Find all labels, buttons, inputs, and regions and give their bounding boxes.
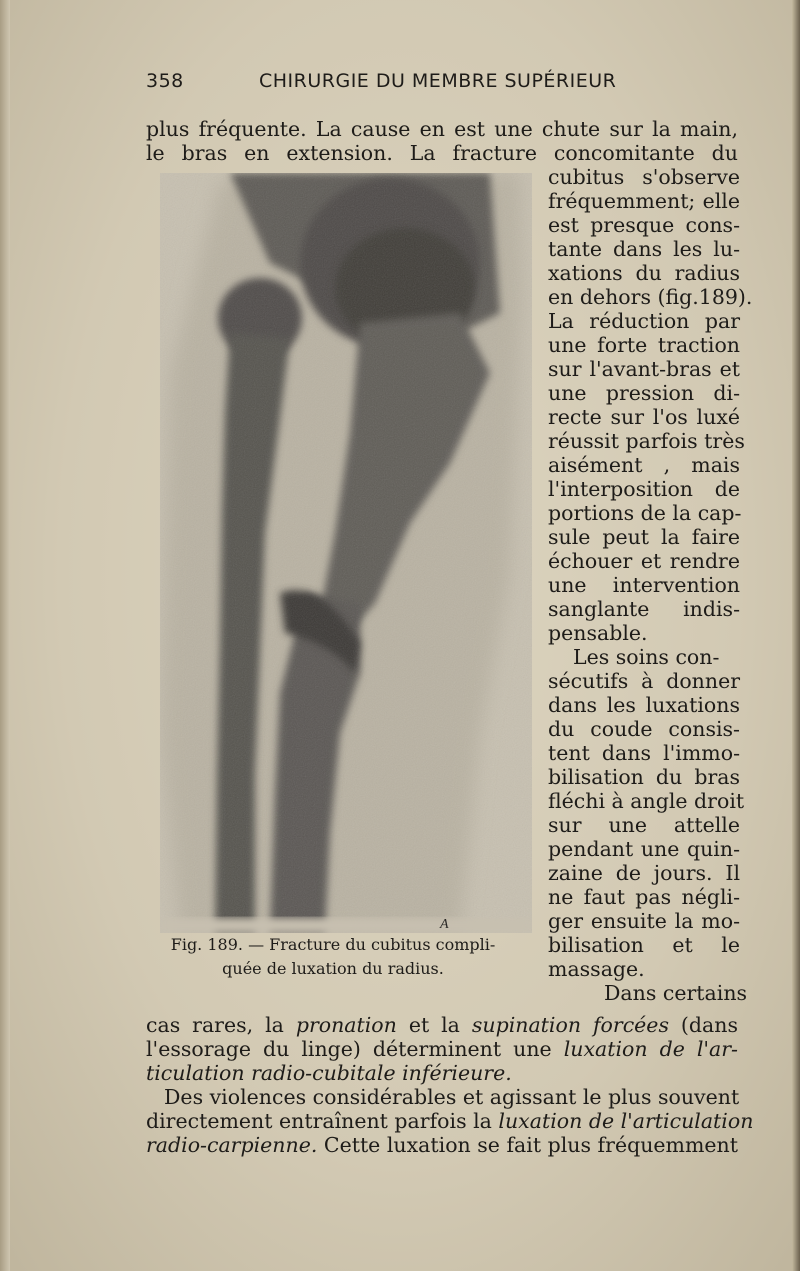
- column-line: une forte traction: [548, 333, 740, 357]
- column-line: bilisation du bras: [548, 765, 740, 789]
- column-line: du coude consis-: [548, 717, 740, 741]
- column-line: La réduction par: [548, 309, 740, 333]
- xray-figure: [160, 173, 532, 933]
- running-title: CHIRURGIE DU MEMBRE SUPÉRIEUR: [259, 70, 617, 92]
- column-line: tent dans l'immo-: [548, 741, 740, 765]
- column-line: recte sur l'os luxé: [548, 405, 740, 429]
- column-line: échouer et rendre: [548, 549, 740, 573]
- column-line: tante dans les lu-: [548, 237, 740, 261]
- column-line: réussit parfois très: [548, 429, 745, 453]
- column-line: cubitus s'observe: [548, 165, 740, 189]
- column-line: pendant une quin-: [548, 837, 740, 861]
- column-line: dans les luxations: [548, 693, 740, 717]
- figure-caption-line1: Fig. 189. — Fracture du cubitus compli-: [170, 935, 496, 954]
- page-number: 358: [146, 70, 184, 92]
- column-line: l'interposition de: [548, 477, 740, 501]
- figure-letter: A: [440, 917, 449, 932]
- column-line: Dans certains: [604, 981, 748, 1005]
- top-line: le bras en extension. La fracture concomitante du: [146, 141, 738, 165]
- column-line: une intervention: [548, 573, 740, 597]
- column-line: en dehors (fig.189).: [548, 285, 753, 309]
- column-line: ger ensuite la mo-: [548, 909, 740, 933]
- column-line: aisément , mais: [548, 453, 740, 477]
- column-line: xations du radius: [548, 261, 740, 285]
- column-line: pensable.: [548, 621, 648, 645]
- figure-caption-line2: quée de luxation du radius.: [222, 959, 444, 978]
- column-line: fréquemment; elle: [548, 189, 740, 213]
- top-line: plus fréquente. La cause en est une chute sur la main,: [146, 117, 738, 141]
- column-line: Les soins con-: [573, 645, 720, 669]
- bottom-line-5: directement entraînent parfois la luxation de l'articulation: [146, 1109, 754, 1133]
- column-line: une pression di-: [548, 381, 740, 405]
- column-line: zaine de jours. Il: [548, 861, 740, 885]
- column-line: sécutifs à donner: [548, 669, 740, 693]
- column-line: massage.: [548, 957, 645, 981]
- page-edge-left: [0, 0, 10, 1271]
- column-line: fléchi à angle droit: [548, 789, 745, 813]
- column-line: ne faut pas négli-: [548, 885, 740, 909]
- column-line: sur une attelle: [548, 813, 740, 837]
- bottom-line-4: Des violences considérables et agissant le plus souvent: [164, 1085, 740, 1109]
- column-line: sur l'avant-bras et: [548, 357, 740, 381]
- column-line: est presque cons-: [548, 213, 740, 237]
- column-line: sule peut la faire: [548, 525, 740, 549]
- bottom-line-2: l'essorage du linge) déterminent une luxation de l'ar-: [146, 1037, 738, 1061]
- bottom-line-3: ticulation radio-cubitale inférieure.: [146, 1061, 512, 1085]
- bottom-line-6: radio-carpienne. Cette luxation se fait plus fréquemment: [146, 1133, 738, 1157]
- column-line: portions de la cap-: [548, 501, 742, 525]
- column-line: bilisation et le: [548, 933, 740, 957]
- page-edge-right: [792, 0, 800, 1271]
- column-line: sanglante indis-: [548, 597, 740, 621]
- bottom-line-1: cas rares, la pronation et la supination forcées (dans: [146, 1013, 738, 1037]
